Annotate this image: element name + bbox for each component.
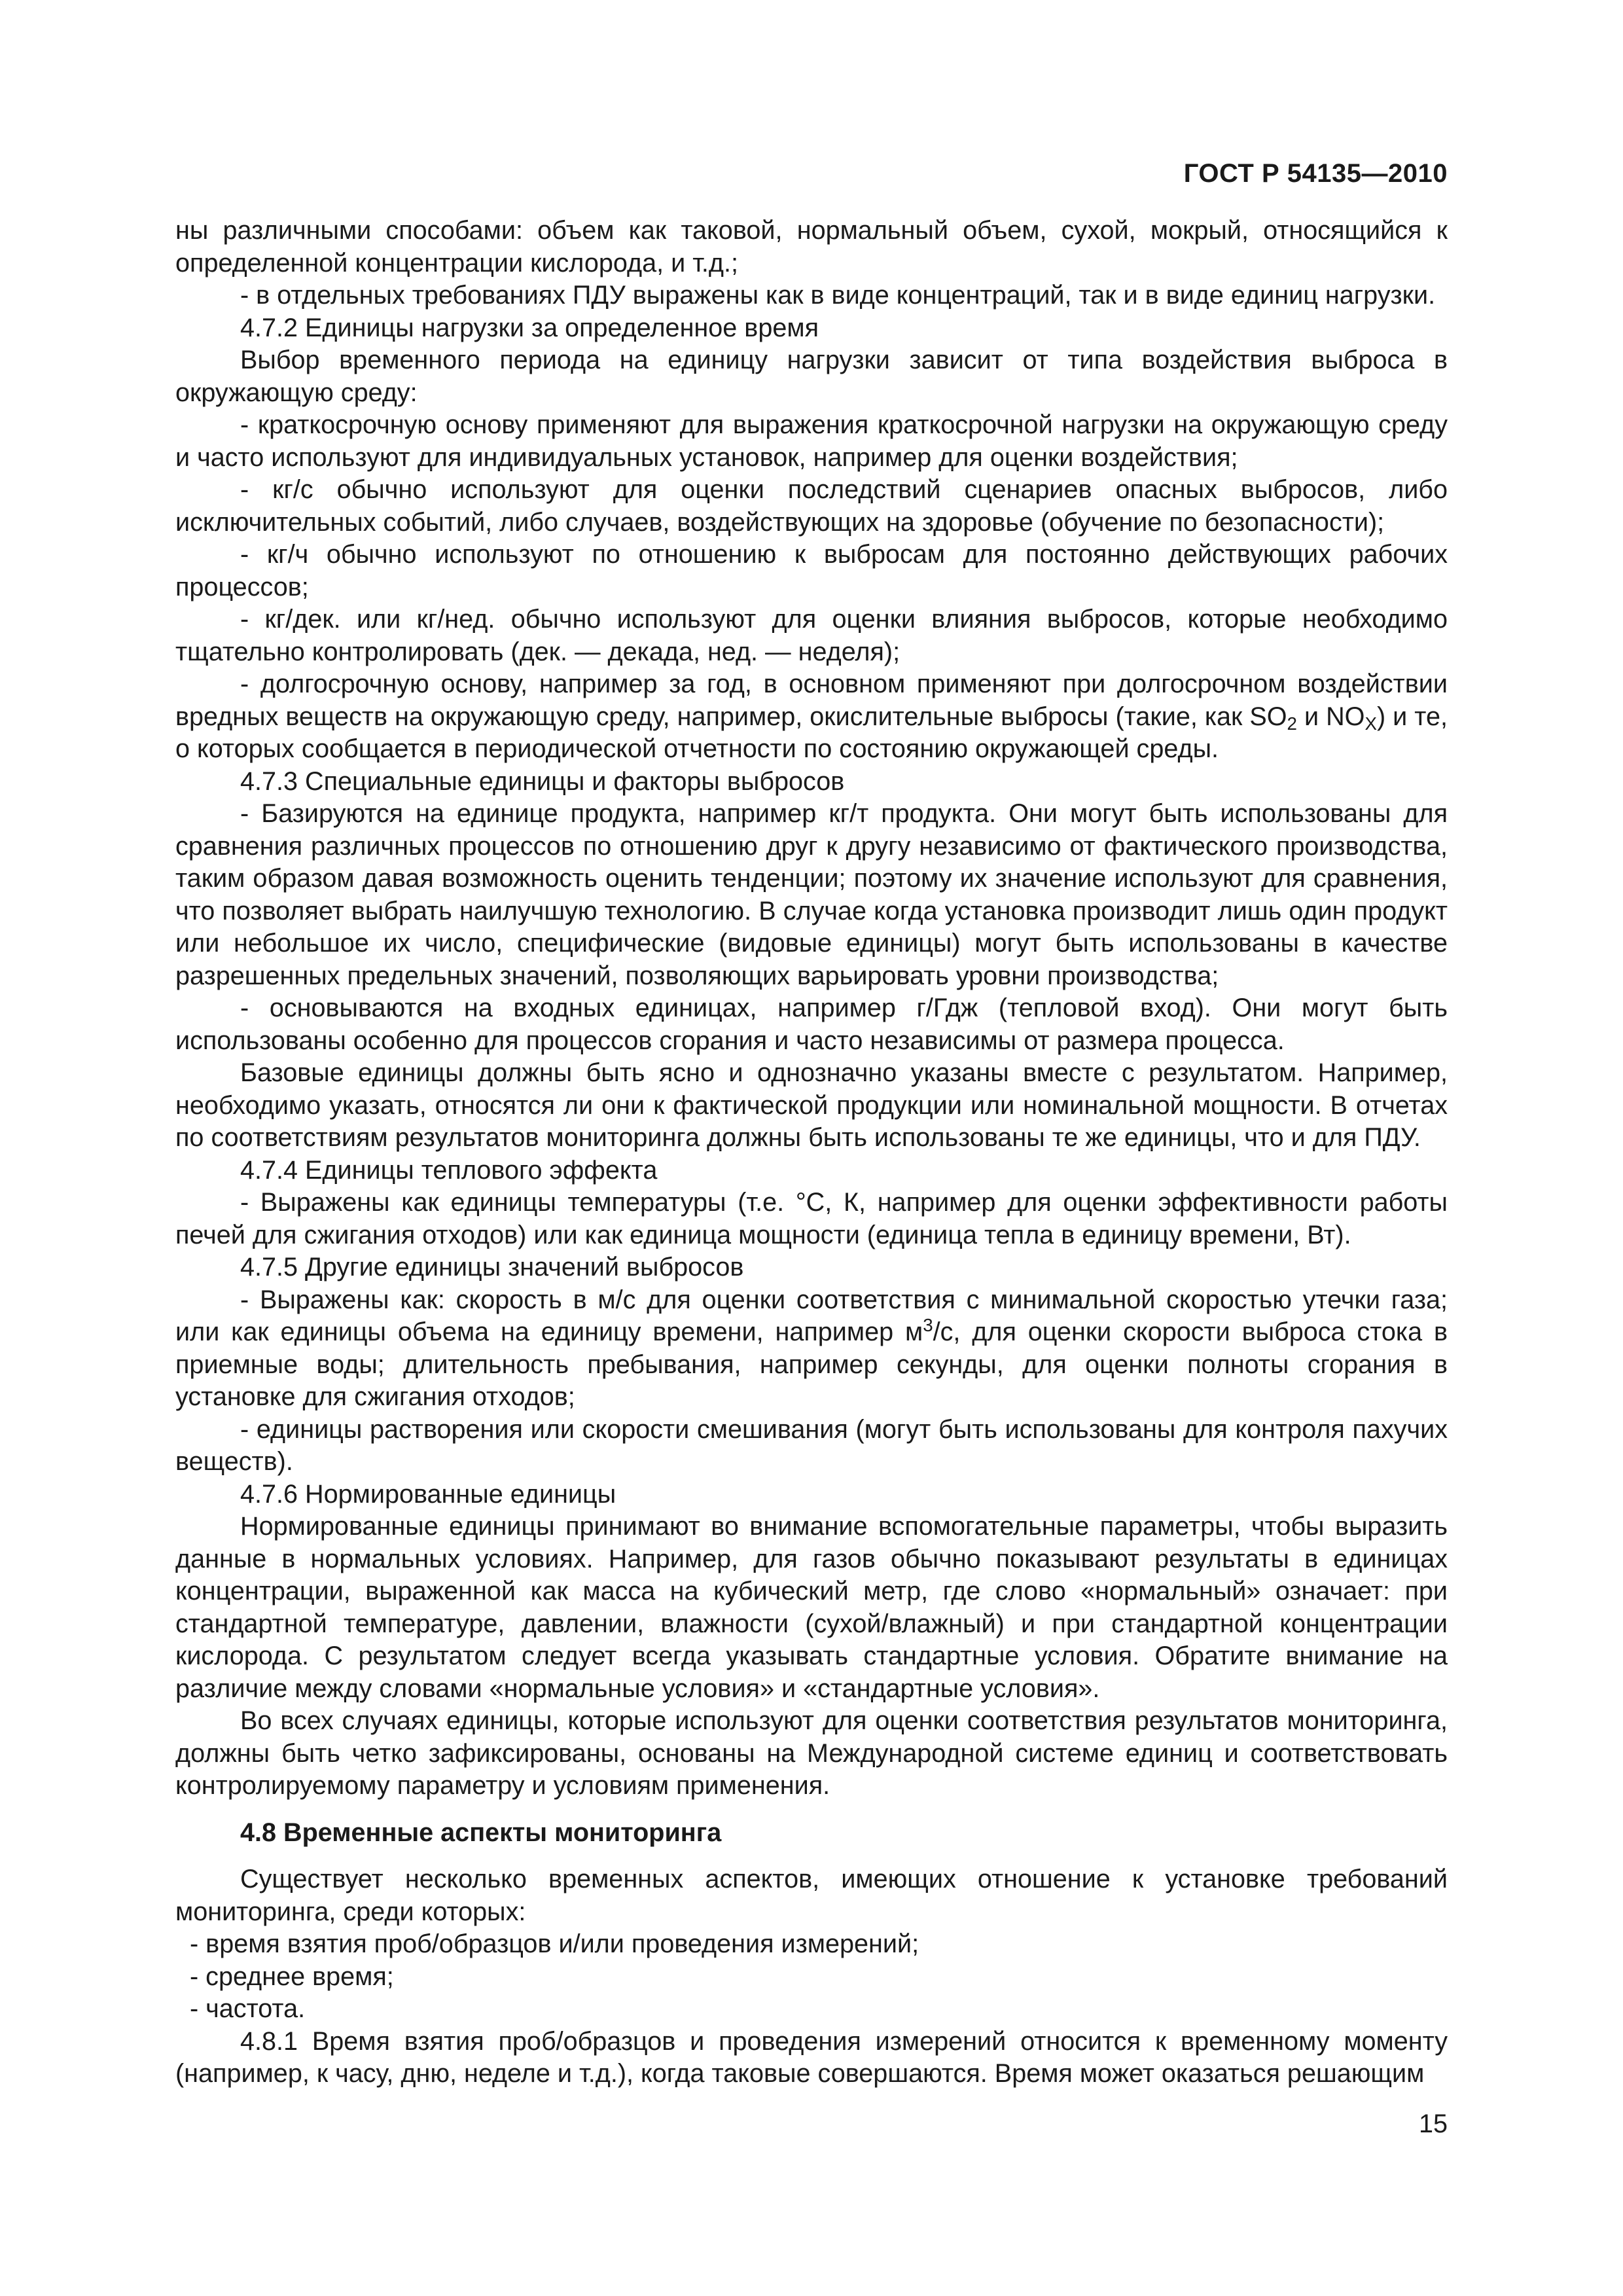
list-item: - Базируются на единице продукта, например кг/т продукта. Они могут быть использованы для сравнения различных процессов по отношению друг к другу независимо от фактического производства, таким образом давая возможность оценить тенденции; поэтому их значение используют для сравнения, что позволяет выбрать наилучшую технологию. В случае когда установка производит лишь один продукт или небольшое их число, специфические (видовые единицы) могут быть использованы в качестве разрешенных предельных значений, позволяющих варьировать уровни производства; [175, 799, 1448, 990]
list-item: - среднее время; [190, 1962, 394, 1991]
list-item: - единицы растворения или скорости смешивания (могут быть использованы для контроля пахучих веществ). [175, 1414, 1448, 1476]
text-run: и NO [1296, 702, 1365, 731]
page-body [175, 215, 1448, 2090]
list-item: - время взятия проб/образцов и/или проведения измерений; [190, 1929, 919, 1958]
list-item: - основываются на входных единицах, например г/Гдж (тепловой вход). Они могут быть использованы особенно для процессов сгорания и часто независимы от размера процесса. [175, 994, 1448, 1055]
subscript: X [1364, 713, 1377, 734]
list-item: - кг/ч обычно используют по отношению к выбросам для постоянно действующих рабочих процессов; [175, 540, 1448, 601]
list-item: - кг/дек. или кг/нед. обычно используют для оценки влияния выбросов, которые необходимо тщательно контролировать (дек. — декада, нед. — неделя); [175, 605, 1448, 666]
text-run: - Выражены как: скорость в м/с для оценки соответствия с минимальной скоростью утечки газа; или как единицы объема на единицу времени, например м [175, 1285, 1448, 1346]
text-run: /с, для оценки скорости выброса стока в приемные воды; длительность пребывания, например секунды, для оценки полноты сгорания в установке для сжигания отходов; [175, 1318, 1448, 1411]
paragraph: 4.8.1 Время взятия проб/образцов и проведения измерений относится к временному моменту (например, к часу, дню, неделе и т.д.), когда таковые совершаются. Время может оказаться решающим [175, 2026, 1448, 2088]
section-heading: 4.7.6 Нормированные единицы [240, 1479, 616, 1509]
list-item [175, 668, 1448, 766]
list-item: - Выражены как единицы температуры (т.е. °С, К, например для оценки эффективности работы печей для сжигания отходов) или как единица мощности (единица тепла в единицу времени, Вт). [175, 1188, 1448, 1249]
section-heading-bold: 4.8 Временные аспекты мониторинга [240, 1818, 722, 1847]
subscript: 2 [1287, 713, 1297, 734]
text-run: - долгосрочную основу, например за год, в основном применяют при долгосрочном воздействии вредных веществ на окружающую среду, например, окислительные выбросы (такие, как SO [175, 670, 1448, 731]
section-heading: 4.7.4 Единицы теплового эффекта [240, 1155, 658, 1185]
list-item [175, 1284, 1448, 1414]
superscript: 3 [923, 1314, 933, 1335]
list-item: - в отдельных требованиях ПДУ выражены как в виде концентраций, так и в виде единиц нагрузки. [240, 281, 1436, 310]
paragraph: Базовые единицы должны быть ясно и однозначно указаны вместе с результатом. Например, необходимо указать, относятся ли они к фактической продукции или номинальной мощности. В отчетах по соответствиям результатов мониторинга должны быть использованы те же единицы, что и для ПДУ. [175, 1058, 1448, 1152]
section-heading: 4.7.3 Специальные единицы и факторы выбросов [240, 766, 845, 796]
section-heading: 4.7.2 Единицы нагрузки за определенное время [240, 313, 819, 342]
paragraph: Существует несколько временных аспектов, имеющих отношение к установке требований мониторинга, среди которых: [175, 1865, 1448, 1926]
list-item: - частота. [190, 1994, 306, 2023]
page-number: 15 [1418, 2109, 1448, 2138]
list-item: - кг/с обычно используют для оценки последствий сценариев опасных выбросов, либо исключительных событий, либо случаев, воздействующих на здоровье (обучение по безопасности); [175, 475, 1448, 537]
document-header-id: ГОСТ Р 54135—2010 [1183, 159, 1448, 188]
paragraph: Во всех случаях единицы, которые используют для оценки соответствия результатов мониторинга, должны быть четко зафиксированы, основаны на Международной системе единиц и соответствовать контролируемому параметру и условиям применения. [175, 1706, 1448, 1800]
section-heading: 4.7.5 Другие единицы значений выбросов [240, 1253, 744, 1282]
paragraph: Выбор временного периода на единицу нагрузки зависит от типа воздействия выброса в окружающую среду: [175, 346, 1448, 407]
text-run: ) и те, о которых сообщается в периодической отчетности по состоянию окружающей среды. [175, 702, 1448, 763]
list-item: - краткосрочную основу применяют для выражения краткосрочной нагрузки на окружающую среду и часто используют для индивидуальных установок, например для оценки воздействия; [175, 410, 1448, 472]
paragraph: ны различными способами: объем как таковой, нормальный объем, сухой, мокрый, относящийся к определенной концентрации кислорода, и т.д.; [175, 216, 1448, 278]
paragraph: Нормированные единицы принимают во внимание вспомогательные параметры, чтобы выразить данные в нормальных условиях. Например, для газов обычно показывают результаты в единицах концентрации, выраженной как масса на кубический метр, где слово «нормальный» означает: при стандартной температуре, давлении, влажности (сухой/влажный) и при стандартной концентрации кислорода. С результатом следует всегда указывать стандартные условия. Обратите внимание на различие между словами «нормальные условия» и «стандартные условия». [175, 1512, 1448, 1703]
